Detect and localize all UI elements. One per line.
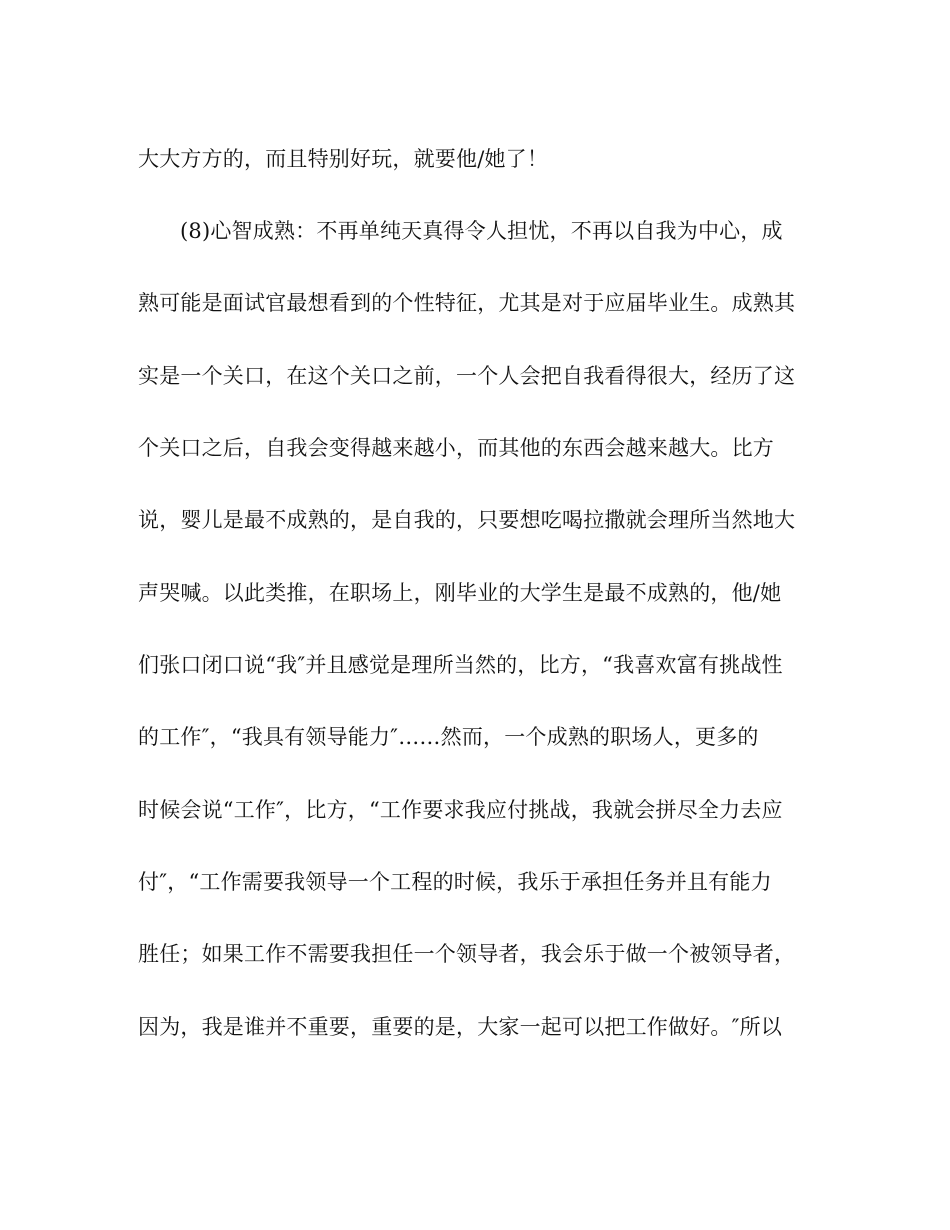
text-line: 实是一个关口，在这个关口之前，一个人会把自我看得很大，经历了这 — [138, 364, 796, 388]
text-line: 说，婴儿是最不成熟的，是自我的，只要想吃喝拉撒就会理所当然地大 — [138, 508, 796, 532]
text-line: (8)心智成熟：不再单纯天真得令人担忧，不再以自我为中心，成 — [180, 219, 783, 243]
text-line: 胜任；如果工作不需要我担任一个领导者，我会乐于做一个被领导者， — [138, 942, 796, 966]
text-line: 熟可能是面试官最想看到的个性特征，尤其是对于应届毕业生。成熟其 — [138, 291, 796, 315]
text-line: 大大方方的，而且特别好玩，就要他/她了！ — [138, 147, 549, 171]
text-line: 付″，“工作需要我领导一个工程的时候，我乐于承担任务并且有能力 — [138, 870, 772, 894]
text-line: 们张口闭口说“我″并且感觉是理所当然的，比方，“我喜欢富有挑战性 — [138, 653, 783, 677]
text-line: 声哭喊。以此类推，在职场上，刚毕业的大学生是最不成熟的，他/她 — [138, 581, 782, 605]
text-line: 的工作″，“我具有领导能力″……然而，一个成熟的职场人，更多的 — [138, 725, 759, 749]
text-line: 因为，我是谁并不重要，重要的是，大家一起可以把工作做好。″所以 — [138, 1015, 783, 1039]
text-line: 时候会说“工作″，比方，“工作要求我应付挑战，我就会拼尽全力去应 — [138, 798, 783, 822]
text-line: 个关口之后，自我会变得越来越小，而其他的东西会越来越大。比方 — [138, 436, 774, 460]
